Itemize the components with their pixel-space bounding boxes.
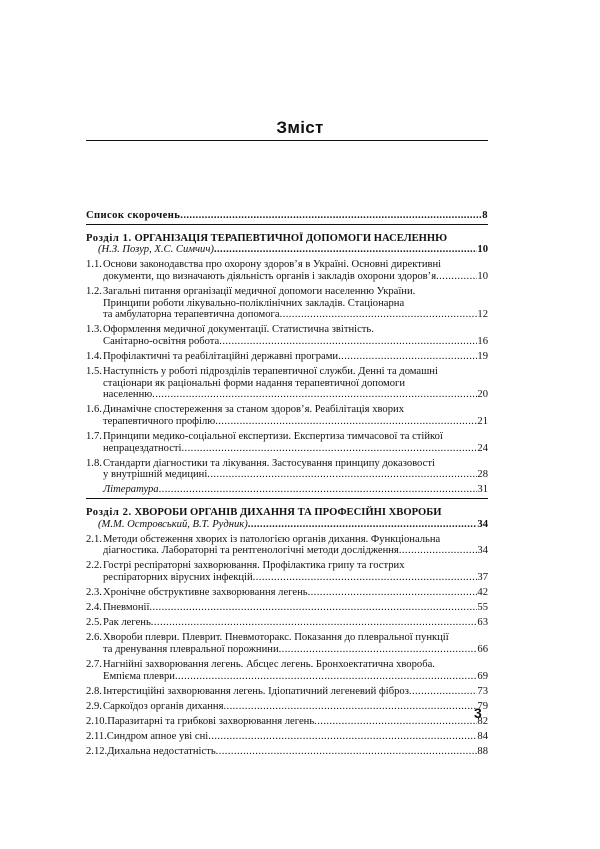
toc-entry-title: Саркоїдоз органів дихання [103, 700, 224, 712]
dot-leader [314, 716, 477, 728]
toc-page-number: 19 [477, 350, 488, 362]
toc-page-number: 42 [477, 587, 488, 599]
toc-page-number: 73 [477, 685, 488, 697]
toc-page-number: 21 [477, 415, 488, 427]
dot-leader [180, 210, 482, 222]
dot-leader [338, 351, 477, 363]
toc-entry-title: Емпієма плеври [103, 670, 175, 682]
toc-entry-title: Паразитарні та грибкові захворювання легень [107, 715, 315, 727]
section-1-title: ОРГАНІЗАЦІЯ ТЕРАПЕВТИЧНОЇ ДОПОМОГИ НАСЕЛЕННЮ [134, 232, 448, 244]
toc-entry[interactable] [86, 716, 488, 728]
toc-page-number: 66 [477, 643, 488, 655]
separator-rule [86, 224, 488, 225]
toc-entry[interactable] [86, 602, 488, 614]
toc-page-number: 20 [477, 389, 488, 401]
table-of-contents [86, 210, 488, 758]
toc-entry-number: 2.12. [86, 746, 108, 758]
dot-leader [409, 686, 478, 698]
toc-entry-title: Рак легень [103, 617, 151, 629]
toc-entry[interactable] [86, 632, 488, 655]
toc-page-number: 24 [477, 442, 488, 454]
dot-leader [280, 309, 478, 321]
toc-entry-title: населенню [103, 389, 153, 401]
toc-entry[interactable] [86, 701, 488, 713]
section-1-heading[interactable] [86, 233, 488, 256]
toc-page-number: 16 [477, 335, 488, 347]
toc-entry-title-line: Оформлення медичної документації. Статистична звітність. [103, 324, 374, 336]
toc-entry[interactable] [86, 351, 488, 363]
toc-page-number: 10 [477, 270, 488, 282]
toc-entry-literature[interactable] [86, 484, 488, 496]
dot-leader [214, 244, 477, 256]
toc-page-number: 55 [477, 602, 488, 614]
toc-entry-title: непрацездатності [103, 442, 182, 454]
dot-leader [279, 644, 478, 656]
toc-entry-number: 2.4. [86, 602, 102, 614]
toc-entry-title: Дихальна недостатність [107, 746, 216, 758]
section-2-label: Розділ 2. [86, 506, 132, 518]
toc-entry-number: 2.8. [86, 685, 102, 697]
toc-page-number: 28 [477, 469, 488, 481]
toc-entry-number: 2.11. [86, 730, 107, 742]
toc-entry[interactable] [86, 560, 488, 583]
toc-entry-title: документи, що визначають діяльність органів і закладів охорони здоров’я [103, 270, 437, 282]
toc-page-number: 31 [477, 484, 488, 496]
toc-page-number: 88 [477, 746, 488, 758]
dot-leader [436, 271, 477, 283]
toc-entry-title-line: Принципи медико-соціальної експертизи. Експертиза тимчасової та стійкої [103, 431, 443, 442]
dot-leader [175, 671, 477, 683]
toc-entry-title: Санітарно-освітня робота [103, 335, 220, 347]
toc-entry[interactable] [86, 731, 488, 743]
toc-entry-title: та дренування плевральної порожнини [103, 643, 279, 655]
toc-entry-title: Література [103, 484, 159, 496]
toc-entry[interactable] [86, 259, 488, 282]
dot-leader [399, 545, 478, 557]
toc-entry-title: Пневмонії [103, 602, 150, 614]
page-number: 3 [474, 705, 482, 721]
toc-entry-title-line: Принципи роботи лікувально-поліклінічних закладів. Стаціонарна [103, 297, 405, 309]
toc-page-number: 84 [477, 730, 488, 742]
dot-leader [207, 469, 477, 481]
toc-page-number: 34 [477, 545, 488, 557]
toc-entry-title: Інтерстиційні захворювання легень. Ідіопатичний легеневий фіброз [103, 685, 409, 697]
title-rule [86, 140, 488, 141]
toc-entry-title: та амбулаторна терапевтична допомога [103, 309, 280, 321]
toc-entry-title: діагностика. Лабораторні та рентгенологічні методи дослідження [103, 545, 399, 557]
toc-entry[interactable] [86, 366, 488, 401]
toc-entry-number: 2.1. [86, 533, 102, 545]
dot-leader [216, 746, 478, 758]
toc-entry-title: терапевтичного профілю [103, 415, 216, 427]
toc-entry-number: 2.10. [86, 715, 108, 727]
toc-entry[interactable] [86, 746, 488, 758]
toc-entry[interactable] [86, 404, 488, 427]
dot-leader [152, 389, 477, 401]
toc-entry-title-line: Методи обстеження хворих із патологією органів дихання. Функціональна [103, 533, 441, 545]
toc-page-number: 69 [477, 670, 488, 682]
dot-leader [219, 336, 477, 348]
toc-entry[interactable] [86, 659, 488, 682]
dot-leader [248, 519, 478, 531]
section-2-heading[interactable] [86, 507, 488, 530]
toc-entry-title-line: Наступність у роботі підрозділів терапевтичної служби. Денні та домашні [103, 366, 438, 378]
toc-entry-title-line: Хвороби плеври. Плеврит. Пневмоторакс. Показання до плевральної пункції [103, 632, 449, 644]
toc-page-number: 12 [477, 309, 488, 321]
toc-entry-title: Профілактичні та реабілітаційні державні програми [103, 350, 339, 362]
toc-entry-number: 1.3. [86, 324, 102, 336]
toc-entry-title-line: Динамічне спостереження за станом здоров’я. Реабілітація хворих [103, 404, 404, 416]
toc-page-number: 34 [477, 518, 488, 530]
toc-page-number: 79 [477, 700, 488, 712]
toc-entry-title: Синдром апное уві сні [106, 730, 209, 742]
toc-entry-title-line: Загальні питання організації медичної допомоги населенню України. [103, 285, 416, 297]
dot-leader [253, 572, 478, 584]
toc-entry-title: Хронічне обструктивне захворювання легень [103, 587, 308, 599]
toc-entry-title-line: Стандарти діагностики та лікування. Застосування принципу доказовості [103, 457, 435, 469]
toc-entry-number: 2.6. [86, 632, 102, 644]
section-2-authors: (М.М. Островський, В.Т. Рудник) [98, 518, 248, 530]
toc-entry-title: у внутрішній медицині [103, 469, 208, 481]
dot-leader [151, 617, 478, 629]
toc-entry-number: 2.7. [86, 659, 102, 670]
dot-leader [208, 731, 477, 743]
dot-leader [159, 484, 478, 496]
toc-page-number: 63 [477, 617, 488, 629]
toc-entry-number: 1.5. [86, 366, 102, 378]
dot-leader [149, 602, 477, 614]
toc-entry-number: 1.4. [86, 350, 102, 362]
toc-entry[interactable] [86, 458, 488, 481]
toc-entry[interactable] [86, 286, 488, 321]
section-1-authors: (Н.З. Позур, Х.С. Симчич) [98, 244, 214, 256]
separator-rule [86, 498, 488, 499]
page-title: Зміст [276, 118, 324, 137]
dot-leader [215, 416, 477, 428]
toc-entry-title-line: Нагнійні захворювання легень. Абсцес легень. Бронхоектатична хвороба. [103, 659, 435, 670]
toc-entry-title-line: стаціонари як раціональні форми надання терапевтичної допомоги [103, 377, 406, 389]
toc-entry-number: 1.7. [86, 431, 102, 442]
toc-page-number: 82 [477, 715, 488, 727]
toc-entry-number: 1.6. [86, 404, 102, 416]
toc-entry-number: 1.2. [86, 285, 102, 297]
toc-entry-number: 2.5. [86, 617, 102, 629]
toc-page-number: 37 [477, 571, 488, 583]
dot-leader [308, 587, 478, 599]
toc-entry[interactable] [86, 587, 488, 599]
toc-entry[interactable] [86, 324, 488, 347]
toc-entry-title: респіраторних вірусних інфекцій [103, 571, 253, 583]
toc-entry[interactable] [86, 431, 488, 454]
dot-leader [223, 701, 477, 713]
toc-entry-number: 2.9. [86, 700, 102, 712]
toc-entry[interactable] [86, 617, 488, 629]
toc-page-number: 8 [482, 210, 488, 221]
dot-leader [182, 443, 478, 455]
toc-entry-title-line: Основи законодавства про охорону здоров’я в Україні. Основні директивні [103, 259, 442, 271]
toc-entry-title-line: Гострі респіраторні захворювання. Профілактика грипу та гострих [103, 560, 405, 572]
toc-entry-number: 2.3. [86, 587, 102, 599]
toc-entry-number: 1.1. [86, 259, 102, 271]
section-1-label: Розділ 1. [86, 232, 132, 244]
toc-abbreviations-label: Список скорочень [86, 210, 181, 221]
toc-entry[interactable] [86, 534, 488, 557]
toc-entry[interactable] [86, 686, 488, 698]
section-2-title: ХВОРОБИ ОРГАНІВ ДИХАННЯ ТА ПРОФЕСІЙНІ ХВОРОБИ [134, 506, 442, 518]
toc-page-number: 10 [477, 244, 488, 256]
toc-entry-number: 1.8. [86, 457, 102, 469]
toc-entry-number: 2.2. [86, 560, 102, 572]
toc-abbreviations[interactable] [86, 210, 488, 222]
